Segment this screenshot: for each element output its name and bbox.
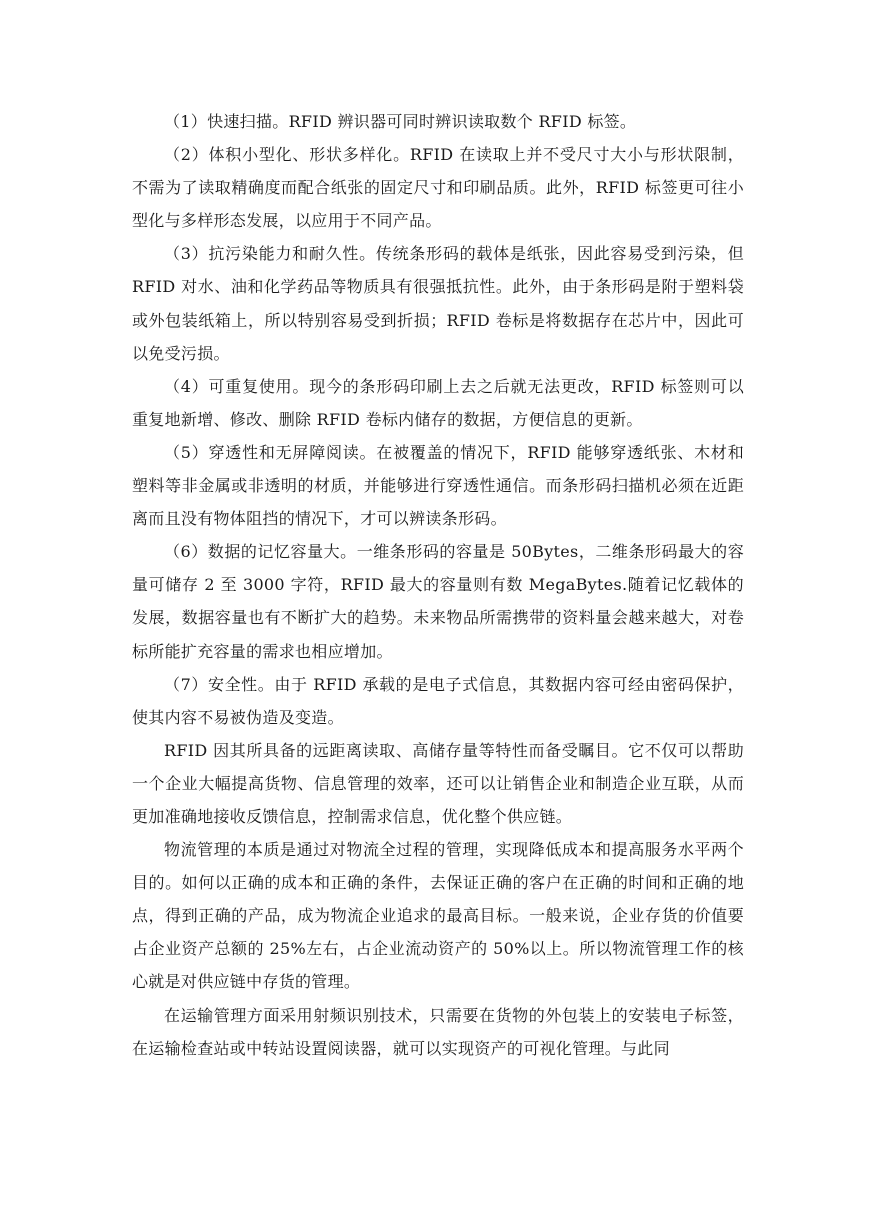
- paragraph-anti-pollution: （3）抗污染能力和耐久性。传统条形码的载体是纸张，因此容易受到污染，但 RFID 对水、油和化学药品等物质具有很强抵抗性。此外，由于条形码是附于塑料袋或外包装纸箱上，所以特别容易受到折损；RFID 卷标是将数据存在芯片中，因此可以免受污损。: [132, 244, 744, 363]
- paragraph-security: （7）安全性。由于 RFID 承载的是电子式信息，其数据内容可经由密码保护，使其内容不易被伪造及变造。: [132, 674, 744, 727]
- paragraph-miniaturization: （2）体积小型化、形状多样化。RFID 在读取上并不受尺寸大小与形状限制，不需为了读取精确度而配合纸张的固定尺寸和印刷品质。此外，RFID 标签更可往小型化与多样形态发展，以应用于不同产品。: [132, 145, 744, 231]
- paragraph-memory-capacity: （6）数据的记忆容量大。一维条形码的容量是 50Bytes，二维条形码最大的容量可储存 2 至 3000 字符，RFID 最大的容量则有数 MegaBytes.随着记忆载体的发展，数据容量也有不断扩大的趋势。未来物品所需携带的资料量会越来越大，对卷标所能扩充容量的需求也相应增加。: [132, 542, 744, 661]
- paragraph-transport-management: 在运输管理方面采用射频识别技术，只需要在货物的外包装上的安装电子标签，在运输检查站或中转站设置阅读器，就可以实现资产的可视化管理。与此同: [132, 1005, 744, 1058]
- paragraph-logistics-management: 物流管理的本质是通过对物流全过程的管理，实现降低成本和提高服务水平两个目的。如何以正确的成本和正确的条件，去保证正确的客户在正确的时间和正确的地点，得到正确的产品，成为物流企业追求的最高目标。一般来说，企业存货的价值要占企业资产总额的 25%左右，占企业流动资产的 50%以上。所以物流管理工作的核心就是对供应链中存货的管理。: [132, 840, 744, 992]
- paragraph-fast-scan: （1）快速扫描。RFID 辨识器可同时辨识读取数个 RFID 标签。: [164, 112, 637, 131]
- paragraph-reusable: （4）可重复使用。现今的条形码印刷上去之后就无法更改，RFID 标签则可以重复地新增、修改、删除 RFID 卷标内储存的数据，方便信息的更新。: [132, 376, 744, 429]
- document-body: [132, 105, 744, 1065]
- paragraph-rfid-attention: RFID 因其所具备的远距离读取、高储存量等特性而备受瞩目。它不仅可以帮助一个企业大幅提高货物、信息管理的效率，还可以让销售企业和制造企业互联，从而更加准确地接收反馈信息，控制需求信息，优化整个供应链。: [132, 740, 744, 826]
- paragraph-penetration: （5）穿透性和无屏障阅读。在被覆盖的情况下，RFID 能够穿透纸张、木材和塑料等非金属或非透明的材质，并能够进行穿透性通信。而条形码扫描机必须在近距离而且没有物体阻挡的情况下，才可以辨读条形码。: [132, 442, 744, 529]
